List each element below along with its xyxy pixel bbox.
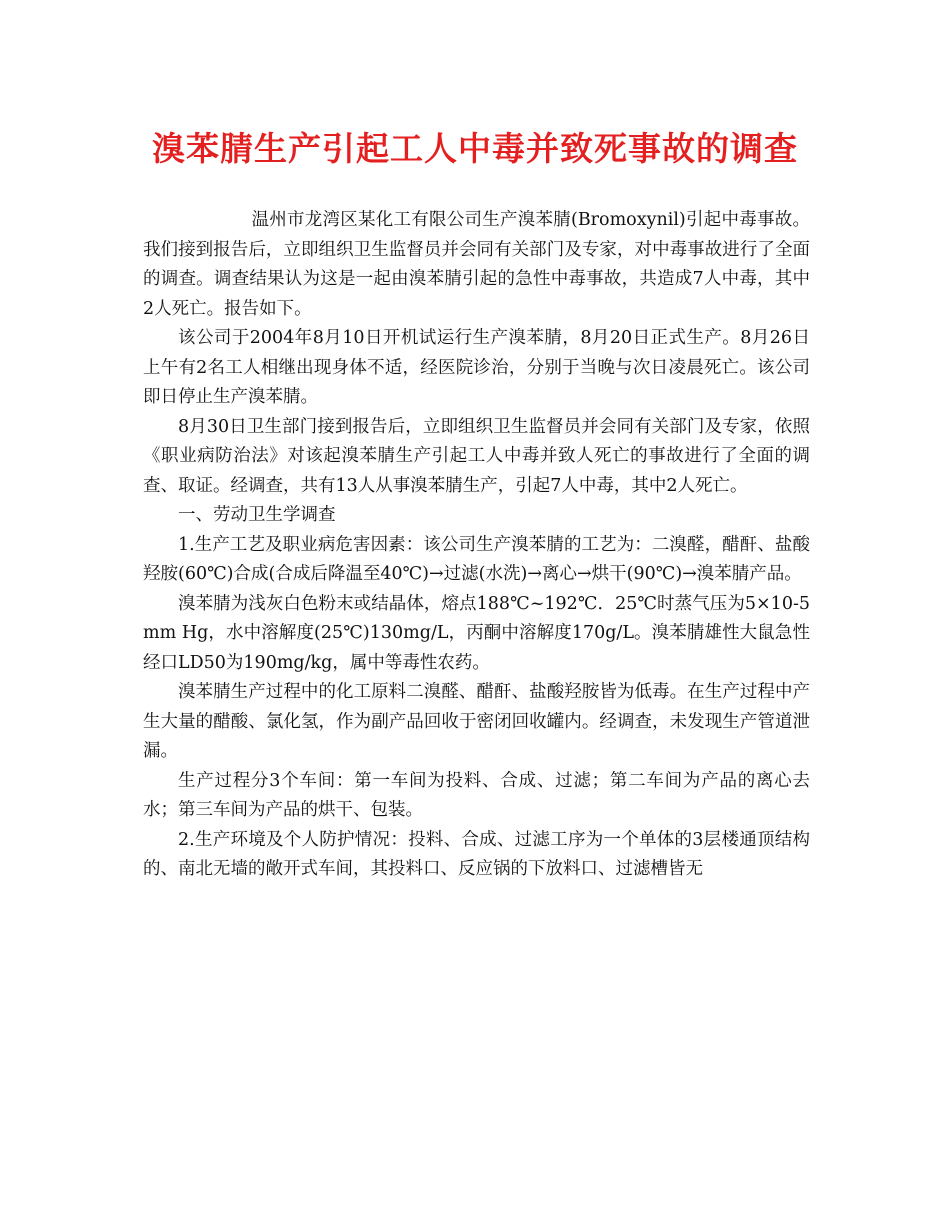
paragraph-properties: 溴苯腈为浅灰白色粉末或结晶体，熔点188℃~192℃．25℃时蒸气压为5×10-5mm Hg，水中溶解度(25℃)130mg/L，丙酮中溶解度170g/L。溴苯腈雄性大鼠急性经口LD50为190mg/kg，属中等毒性农药。	[143, 593, 810, 673]
document-title: 溴苯腈生产引起工人中毒并致死事故的调查	[152, 129, 798, 168]
paragraph-background: 该公司于2004年8月10日开机试运行生产溴苯腈，8月20日正式生产。8月26日上午有2名工人相继出现身体不适，经医院诊治，分别于当晚与次日凌晨死亡。该公司即日停止生产溴苯腈。	[143, 328, 810, 407]
paragraph-investigation: 8月30日卫生部门接到报告后，立即组织卫生监督员并会同有关部门及专家，依照《职业病防治法》对该起溴苯腈生产引起工人中毒并致人死亡的事故进行了全面的调查、取证。经调查，共有13人从事溴苯腈生产，引起7人中毒，其中2人死亡。	[143, 416, 810, 496]
section-heading-hygiene: 一、劳动卫生学调查	[178, 505, 336, 525]
document-body	[143, 206, 810, 885]
paragraph-workshops: 生产过程分3个车间：第一车间为投料、合成、过滤；第二车间为产品的离心去水；第三车间为产品的烘干、包装。	[143, 770, 810, 820]
paragraph-process: 1.生产工艺及职业病危害因素：该公司生产溴苯腈的工艺为：二溴醛，醋酐、盐酸羟胺(60℃)合成(合成后降温至40℃)→过滤(水洗)→离心→烘干(90℃)→溴苯腈产品。	[143, 534, 810, 584]
paragraph-raw-materials: 溴苯腈生产过程中的化工原料二溴醛、醋酐、盐酸羟胺皆为低毒。在生产过程中产生大量的醋酸、氯化氢，作为副产品回收于密闭回收罐内。经调查，未发现生产管道泄漏。	[143, 682, 810, 761]
paragraph-intro: 温州市龙湾区某化工有限公司生产溴苯腈(Bromoxynil)引起中毒事故。我们接到报告后，立即组织卫生监督员并会同有关部门及专家，对中毒事故进行了全面的调查。调查结果认为这是一起由溴苯腈引起的急性中毒事故，共造成7人中毒，其中2人死亡。报告如下。	[143, 210, 810, 319]
paragraph-environment: 2.生产环境及个人防护情况：投料、合成、过滤工序为一个单体的3层楼通顶结构的、南北无墙的敞开式车间，其投料口、反应锅的下放料口、过滤槽皆无	[143, 829, 810, 879]
